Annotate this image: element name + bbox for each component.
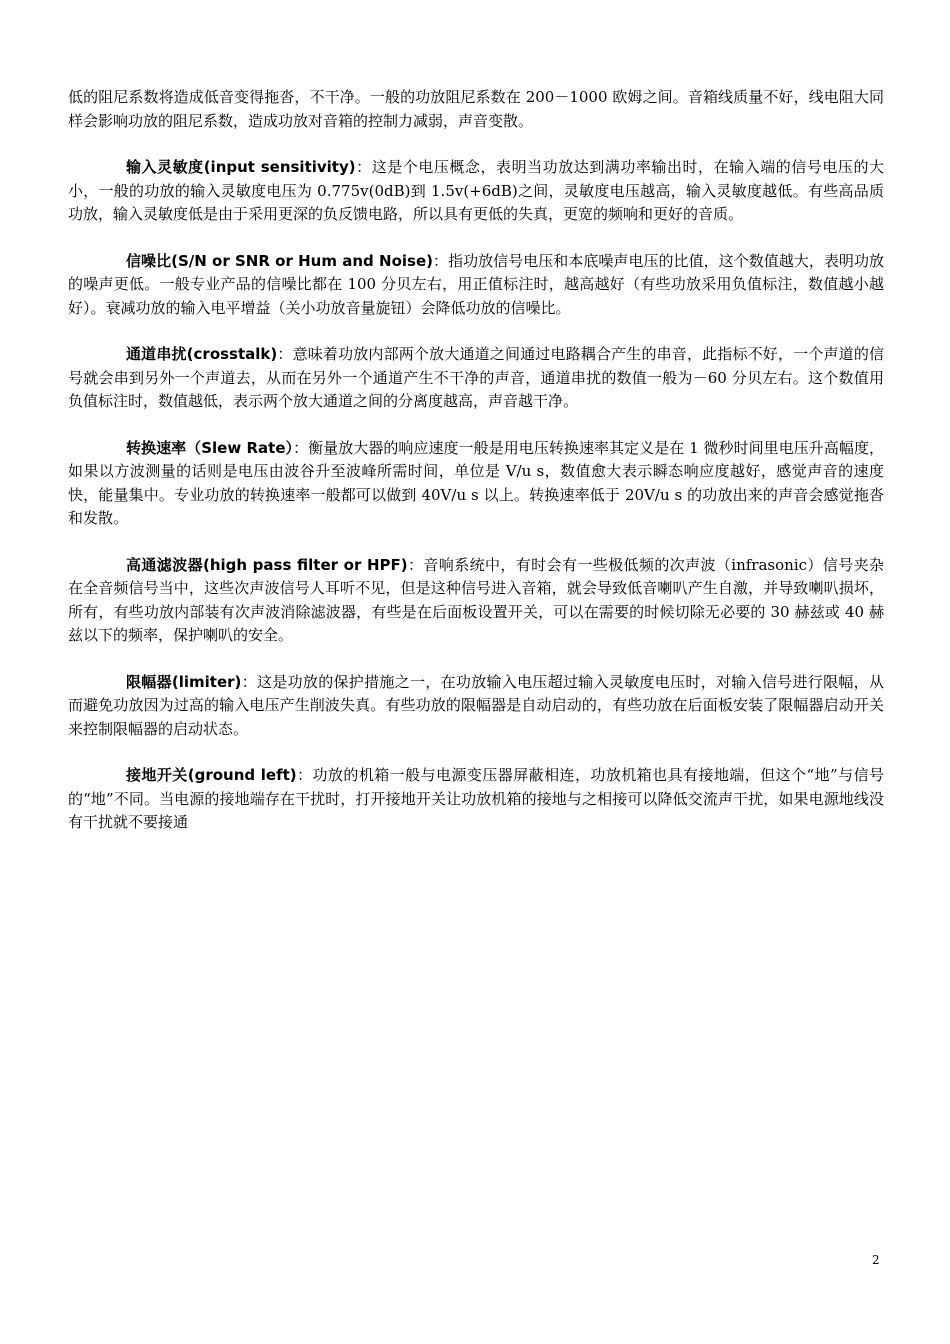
paragraph-input-sensitivity xyxy=(68,156,884,227)
paragraph-text: ：衡量放大器的响应速度一般是用电压转换速率其定义是在 1 微秒时间里电压升高幅度，如果以方波测量的话则是电压由波谷升至波峰所需时间，单位是 V/u s，数值愈大表示瞬态响应度越好，感觉声音的速度快，能量集中。专业功放的转换速率一般都可以做到 40V/u s 以上。转换速率低于 20V/u s 的功放出来的声音会感觉拖沓和发散。 xyxy=(68,438,884,527)
paragraph-hpf xyxy=(68,554,884,648)
term-limiter: 限幅器(limiter) xyxy=(126,672,242,691)
paragraph-ground-switch xyxy=(68,764,884,835)
page-number: 2 xyxy=(872,1253,880,1267)
paragraph-limiter xyxy=(68,671,884,742)
term-slew-rate: 转换速率（Slew Rate） xyxy=(126,438,294,457)
paragraph-slew-rate xyxy=(68,437,884,531)
paragraph-text: ：这是功放的保护措施之一，在功放输入电压超过输入灵敏度电压时，对输入信号进行限幅，从而避免功放因为过高的输入电压产生削波失真。有些功放的限幅器是自动启动的，有些功放在后面板安装了限幅器启动开关来控制限幅器的启动状态。 xyxy=(68,672,884,738)
term-ground-switch: 接地开关(ground left) xyxy=(126,766,297,784)
document-body xyxy=(68,86,884,858)
paragraph-text: ：这是个电压概念，表明当功放达到满功率输出时，在输入端的信号电压的大小，一般的功放的输入灵敏度电压为 0.775v(0dB)到 1.5v(+6dB)之间，灵敏度电压越高，输入灵敏度越低。有些高品质功放，输入灵敏度低是由于采用更深的负反馈电路，所以具有更低的失真，更宽的频响和更好的音质。 xyxy=(68,158,884,223)
term-crosstalk: 通道串扰(crosstalk) xyxy=(126,345,278,363)
paragraph-crosstalk xyxy=(68,343,884,414)
paragraph-snr xyxy=(68,250,884,321)
paragraph-text: ：音响系统中，有时会有一些极低频的次声波（infrasonic）信号夹杂在全音频信号当中，这些次声波信号人耳听不见，但是这种信号进入音箱，就会导致低音喇叭产生自激，并导致喇叭损坏，所有，有些功放内部装有次声波消除滤波器，有些是在后面板设置开关，可以在需要的时候切除无必要的 30 赫兹或 40 赫兹以下的频率，保护喇叭的安全。 xyxy=(68,555,884,644)
paragraph-text: ：功放的机箱一般与电源变压器屏蔽相连，功放机箱也具有接地端，但这个“地”与信号的“地”不同。当电源的接地端存在干扰时，打开接地开关让功放机箱的接地与之相接可以降低交流声干扰，如果电源地线没有干扰就不要接通 xyxy=(68,766,885,831)
paragraph-text: 低的阻尼系数将造成低音变得拖沓，不干净。一般的功放阻尼系数在 200－1000 欧姆之间。音箱线质量不好，线电阻大同样会影响功放的阻尼系数，造成功放对音箱的控制力减弱，声音变散。 xyxy=(68,88,884,130)
paragraph-text: ：指功放信号电压和本底噪声电压的比值，这个数值越大，表明功放的噪声更低。一般专业产品的信噪比都在 100 分贝左右，用正值标注时，越高越好（有些功放采用负值标注，数值越小越好）。衰减功放的输入电平增益（关小功放音量旋钮）会降低功放的信噪比。 xyxy=(68,251,884,317)
term-hpf: 高通滤波器(high pass filter or HPF) xyxy=(126,555,408,574)
paragraph-text: ：意味着功放内部两个放大通道之间通过电路耦合产生的串音，此指标不好，一个声道的信号就会串到另外一个声道去，从而在另外一个通道产生不干净的声音，通道串扰的数值一般为－60 分贝左右。这个数值用负值标注时，数值越低，表示两个放大通道之间的分离度越高，声音越干净。 xyxy=(68,345,884,410)
term-snr: 信噪比(S/N or SNR or Hum and Noise) xyxy=(126,251,433,270)
term-input-sensitivity: 输入灵敏度(input sensitivity) xyxy=(126,158,356,176)
paragraph-damping xyxy=(68,86,884,133)
